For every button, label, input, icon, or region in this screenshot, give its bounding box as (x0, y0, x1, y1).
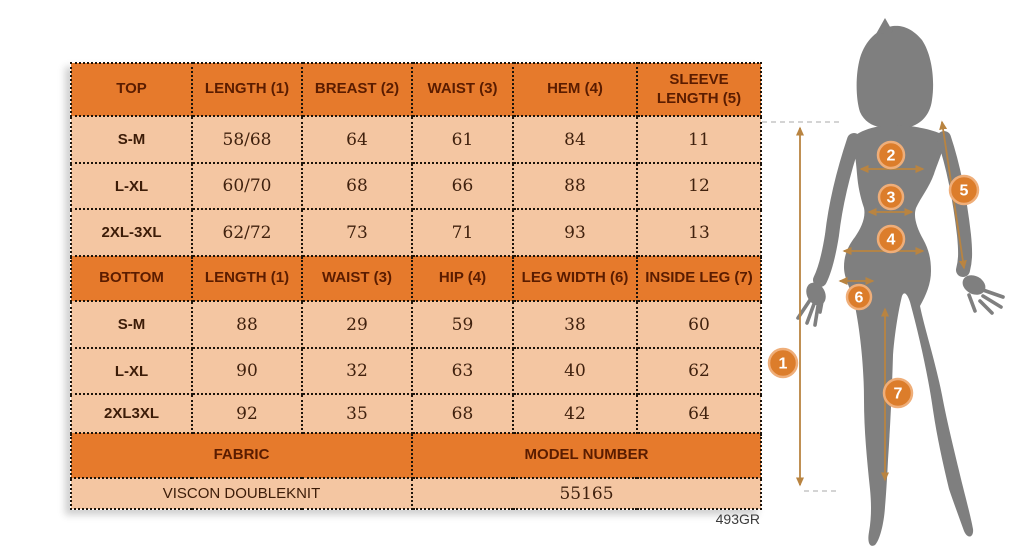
value-cell: 11 (637, 116, 761, 163)
top-header-row (71, 63, 761, 116)
marker-circle-2 (878, 142, 904, 168)
marker-circle-3 (879, 185, 903, 209)
header-cell-waist: WAIST (3) (412, 63, 513, 116)
marker-label-6: 6 (854, 289, 864, 307)
header-cell-sleeve-length: SLEEVE LENGTH (5) (637, 63, 761, 116)
value-cell: 68 (412, 394, 513, 433)
marker-label-3: 3 (886, 189, 896, 207)
silhouette-hair-tuft (876, 18, 893, 34)
catalog-code: 493GR (715, 511, 760, 527)
value-cell: 35 (302, 394, 412, 433)
value-cell: 84 (513, 116, 637, 163)
value-cell: 90 (192, 348, 302, 394)
measurement-diagram (760, 0, 1024, 556)
marker-label-4: 4 (886, 231, 896, 249)
header-cell-length: LENGTH (1) (192, 256, 302, 301)
value-cell: 32 (302, 348, 412, 394)
value-cell: 12 (637, 163, 761, 209)
bottom-header-row (71, 256, 761, 301)
marker-label-7: 7 (893, 385, 903, 403)
value-cell: 13 (637, 209, 761, 256)
info-value-row (71, 478, 761, 509)
value-cell: 93 (513, 209, 637, 256)
marker-circle-7 (884, 379, 912, 407)
value-cell: 40 (513, 348, 637, 394)
marker-circle-1 (769, 349, 797, 377)
size-chart-table (70, 62, 762, 510)
size-cell: L-XL (71, 348, 192, 394)
header-cell-model-number: MODEL NUMBER (412, 433, 761, 478)
value-cell: 61 (412, 116, 513, 163)
value-cell: 38 (513, 301, 637, 348)
value-cell: 92 (192, 394, 302, 433)
header-cell-hem: HEM (4) (513, 63, 637, 116)
info-header-row (71, 433, 761, 478)
table-row (71, 209, 761, 256)
header-cell-waist: WAIST (3) (302, 256, 412, 301)
header-cell-inside-leg: INSIDE LEG (7) (637, 256, 761, 301)
header-cell-top: TOP (71, 63, 192, 116)
size-cell: S-M (71, 301, 192, 348)
marker-label-5: 5 (959, 182, 969, 200)
value-cell: 62/72 (192, 209, 302, 256)
value-cell: 66 (412, 163, 513, 209)
value-cell: 62 (637, 348, 761, 394)
value-cell: 60 (637, 301, 761, 348)
value-cell: 60/70 (192, 163, 302, 209)
marker-label-1: 1 (778, 355, 788, 373)
marker-circle-6 (847, 285, 871, 309)
value-cell: 64 (637, 394, 761, 433)
model-number-value: 55165 (412, 478, 761, 509)
fabric-value: VISCON DOUBLEKNIT (71, 478, 412, 509)
table-row (71, 163, 761, 209)
marker-label-2: 2 (886, 147, 896, 165)
size-cell: S-M (71, 116, 192, 163)
header-cell-length: LENGTH (1) (192, 63, 302, 116)
value-cell: 64 (302, 116, 412, 163)
value-cell: 88 (513, 163, 637, 209)
header-cell-bottom: BOTTOM (71, 256, 192, 301)
table-row (71, 394, 761, 433)
figure-silhouette (798, 18, 1003, 546)
marker-circle-4 (878, 226, 904, 252)
value-cell: 42 (513, 394, 637, 433)
value-cell: 88 (192, 301, 302, 348)
size-cell: 2XL3XL (71, 394, 192, 433)
table-row (71, 348, 761, 394)
value-cell: 58/68 (192, 116, 302, 163)
size-cell: 2XL-3XL (71, 209, 192, 256)
value-cell: 59 (412, 301, 513, 348)
table-row (71, 116, 761, 163)
size-cell: L-XL (71, 163, 192, 209)
value-cell: 63 (412, 348, 513, 394)
value-cell: 68 (302, 163, 412, 209)
value-cell: 29 (302, 301, 412, 348)
table-row (71, 301, 761, 348)
value-cell: 71 (412, 209, 513, 256)
marker-circle-5 (950, 176, 978, 204)
header-cell-breast: BREAST (2) (302, 63, 412, 116)
header-cell-leg-width: LEG WIDTH (6) (513, 256, 637, 301)
header-cell-hip: HIP (4) (412, 256, 513, 301)
value-cell: 73 (302, 209, 412, 256)
header-cell-fabric: FABRIC (71, 433, 412, 478)
